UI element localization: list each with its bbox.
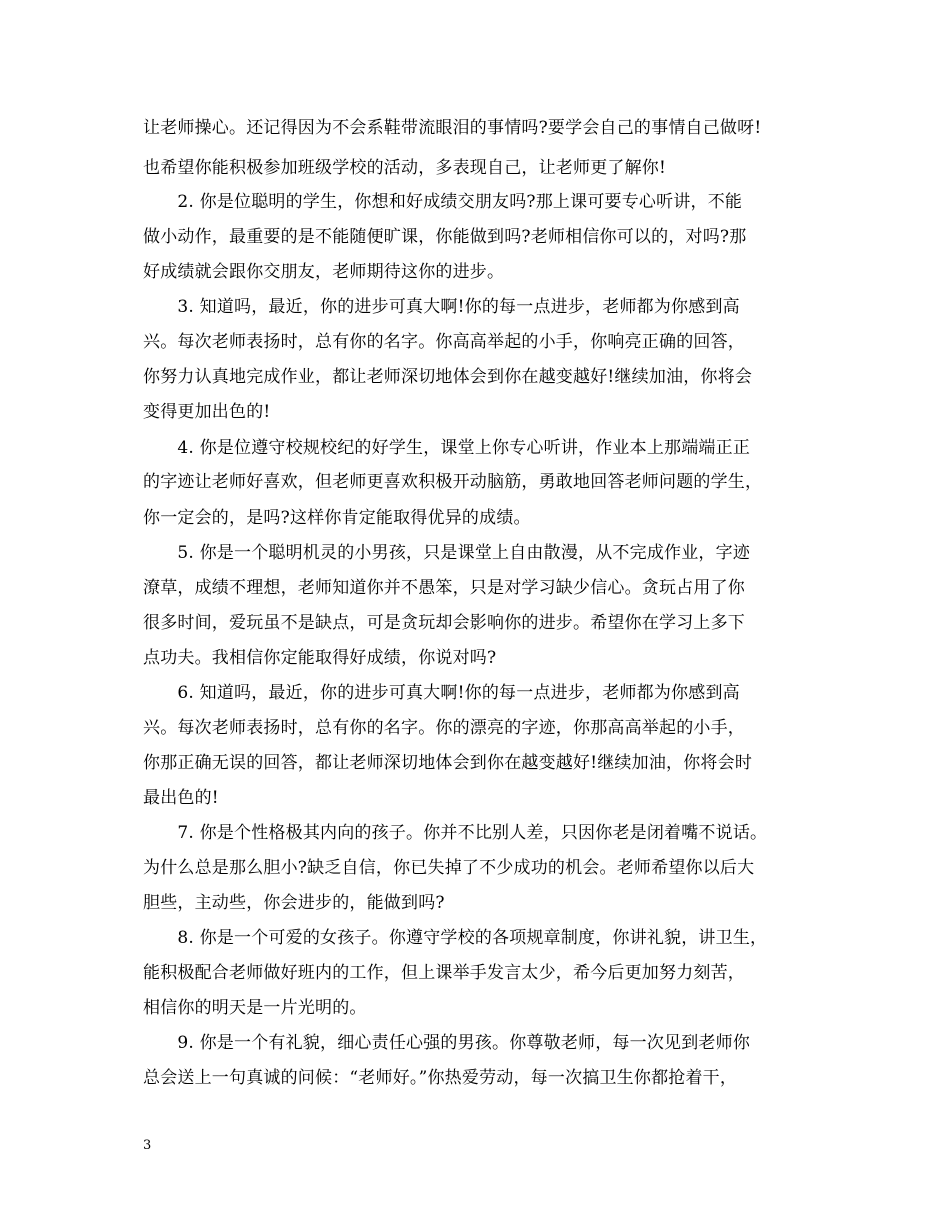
text-line: 你努力认真地完成作业，都让老师深切地体会到你在越变越好!继续加油，你将会 <box>143 367 753 387</box>
text-line: 也希望你能积极参加班级学校的活动，多表现自己，让老师更了解你! <box>143 158 667 178</box>
text-line: 潦草，成绩不理想，老师知道你并不愚笨，只是对学习缺少信心。贪玩占用了你 <box>143 578 745 598</box>
text-line: 能积极配合老师做好班内的工作，但上课举手发言太少，希今后更加努力刻苦， <box>143 963 745 983</box>
text-line: 你一定会的，是吗?这样你肯定能取得优异的成绩。 <box>143 508 531 528</box>
text-line: 为什么总是那么胆小?缺乏自信，你已失掉了不少成功的机会。老师希望你以后大 <box>143 858 755 878</box>
text-line: 4. 你是位遵守校规校纪的好学生，课堂上你专心听讲，作业本上那端端正正 <box>143 438 751 458</box>
text-line: 2. 你是位聪明的学生，你想和好成绩交朋友吗?那上课可要专心听讲，不能 <box>143 192 743 212</box>
text-line: 做小动作，最重要的是不能随便旷课，你能做到吗?老师相信你可以的，对吗?那 <box>143 227 747 247</box>
text-line: 点功夫。我相信你定能取得好成绩，你说对吗? <box>143 648 497 668</box>
text-line: 让老师操心。还记得因为不会系鞋带流眼泪的事情吗?要学会自己的事情自己做呀! <box>143 118 762 138</box>
text-line: 3. 知道吗，最近，你的进步可真大啊!你的每一点进步，老师都为你感到高 <box>143 297 740 317</box>
page-number: 3 <box>143 1138 152 1153</box>
text-line: 7. 你是个性格极其内向的孩子。你并不比别人差，只因你老是闭着嘴不说话。 <box>143 823 768 843</box>
text-line: 你那正确无误的回答，都让老师深切地体会到你在越变越好!继续加油，你将会时 <box>143 753 753 773</box>
text-line: 好成绩就会跟你交朋友，老师期待这你的进步。 <box>143 262 505 282</box>
text-line: 的字迹让老师好喜欢，但老师更喜欢积极开动脑筋，勇敢地回答老师问题的学生， <box>143 472 763 492</box>
text-line: 5. 你是一个聪明机灵的小男孩，只是课堂上自由散漫，从不完成作业，字迹 <box>143 543 751 563</box>
text-line: 很多时间，爱玩虽不是缺点，可是贪玩却会影响你的进步。希望你在学习上多下 <box>143 613 745 633</box>
text-line: 9. 你是一个有礼貌，细心责任心强的男孩。你尊敬老师，每一次见到老师你 <box>143 1033 751 1053</box>
text-line: 最出色的! <box>143 788 219 808</box>
text-line: 变得更加出色的! <box>143 402 271 422</box>
text-line: 8. 你是一个可爱的女孩子。你遵守学校的各项规章制度，你讲礼貌，讲卫生， <box>143 928 768 948</box>
text-line: 总会送上一句真诚的问候：“老师好。”你热爱劳动，每一次搞卫生你都抢着干， <box>143 1068 738 1088</box>
text-line: 相信你的明天是一片光明的。 <box>143 998 367 1018</box>
text-line: 胆些，主动些，你会进步的，能做到吗? <box>143 893 445 913</box>
text-line: 兴。每次老师表扬时，总有你的名字。你的漂亮的字迹，你那高高举起的小手， <box>143 718 745 738</box>
text-line: 兴。每次老师表扬时，总有你的名字。你高高举起的小手，你响亮正确的回答， <box>143 332 745 352</box>
text-line: 6. 知道吗，最近，你的进步可真大啊!你的每一点进步，老师都为你感到高 <box>143 683 740 703</box>
